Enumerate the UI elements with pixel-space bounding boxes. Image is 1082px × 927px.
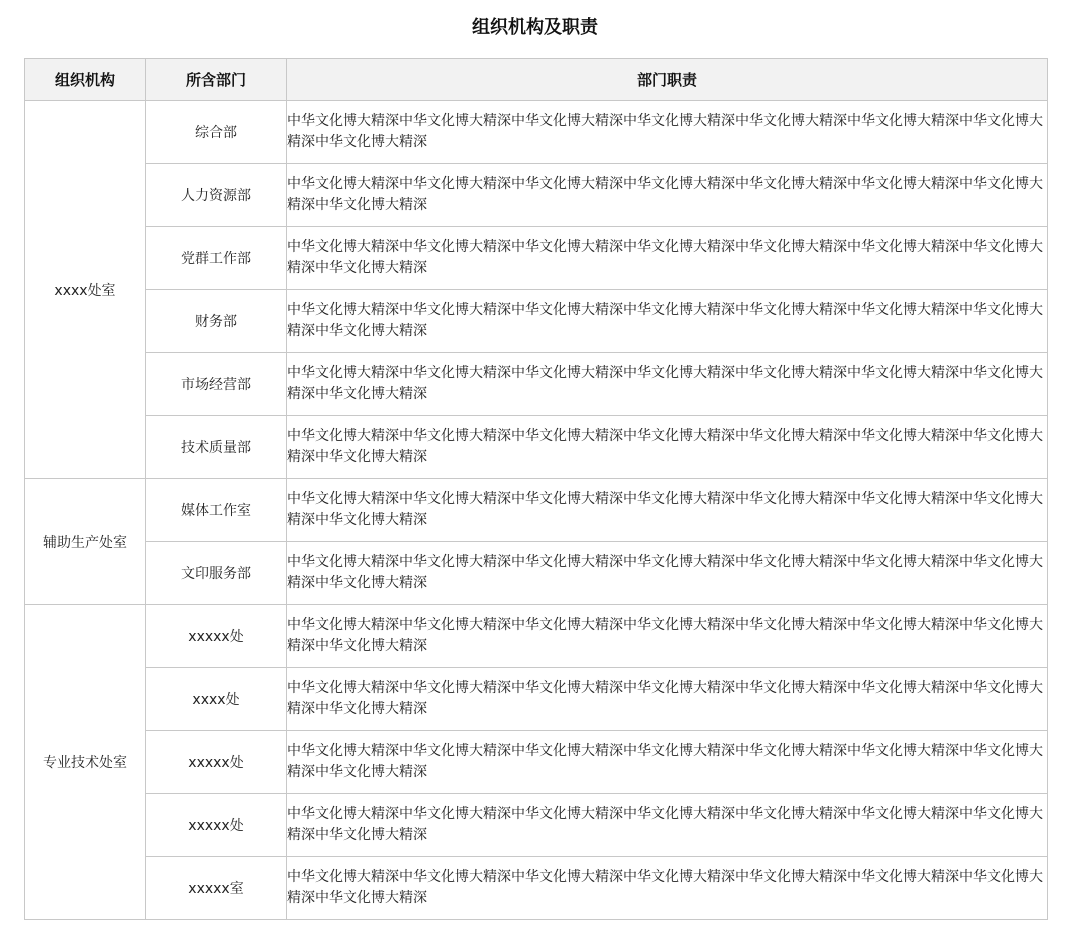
dept-cell: xxxx处 bbox=[146, 668, 287, 731]
duty-cell: 中华文化博大精深中华文化博大精深中华文化博大精深中华文化博大精深中华文化博大精深中华文化博大精深中华文化博大精深中华文化博大精深 bbox=[287, 794, 1048, 857]
table-row bbox=[25, 542, 1048, 605]
dept-cell: 财务部 bbox=[146, 290, 287, 353]
table-row bbox=[25, 101, 1048, 164]
table-row bbox=[25, 164, 1048, 227]
table-row bbox=[25, 479, 1048, 542]
dept-cell: 文印服务部 bbox=[146, 542, 287, 605]
dept-cell: 党群工作部 bbox=[146, 227, 287, 290]
org-cell: 辅助生产处室 bbox=[25, 479, 146, 605]
dept-cell: 媒体工作室 bbox=[146, 479, 287, 542]
dept-cell: xxxxx处 bbox=[146, 731, 287, 794]
table-row bbox=[25, 416, 1048, 479]
dept-cell: xxxxx处 bbox=[146, 605, 287, 668]
duty-cell: 中华文化博大精深中华文化博大精深中华文化博大精深中华文化博大精深中华文化博大精深中华文化博大精深中华文化博大精深中华文化博大精深 bbox=[287, 164, 1048, 227]
table-header-row bbox=[25, 59, 1048, 101]
duty-cell: 中华文化博大精深中华文化博大精深中华文化博大精深中华文化博大精深中华文化博大精深中华文化博大精深中华文化博大精深中华文化博大精深 bbox=[287, 668, 1048, 731]
duty-cell: 中华文化博大精深中华文化博大精深中华文化博大精深中华文化博大精深中华文化博大精深中华文化博大精深中华文化博大精深中华文化博大精深 bbox=[287, 101, 1048, 164]
table-row bbox=[25, 731, 1048, 794]
org-table bbox=[24, 58, 1048, 920]
table-row bbox=[25, 794, 1048, 857]
duty-cell: 中华文化博大精深中华文化博大精深中华文化博大精深中华文化博大精深中华文化博大精深中华文化博大精深中华文化博大精深中华文化博大精深 bbox=[287, 290, 1048, 353]
org-cell: 专业技术处室 bbox=[25, 605, 146, 920]
table-row bbox=[25, 353, 1048, 416]
table-row bbox=[25, 857, 1048, 920]
table-row bbox=[25, 605, 1048, 668]
duty-cell: 中华文化博大精深中华文化博大精深中华文化博大精深中华文化博大精深中华文化博大精深中华文化博大精深中华文化博大精深中华文化博大精深 bbox=[287, 353, 1048, 416]
dept-cell: xxxxx处 bbox=[146, 794, 287, 857]
page-title: 组织机构及职责 bbox=[472, 17, 598, 38]
header-org: 组织机构 bbox=[25, 59, 146, 101]
duty-cell: 中华文化博大精深中华文化博大精深中华文化博大精深中华文化博大精深中华文化博大精深中华文化博大精深中华文化博大精深中华文化博大精深 bbox=[287, 227, 1048, 290]
duty-cell: 中华文化博大精深中华文化博大精深中华文化博大精深中华文化博大精深中华文化博大精深中华文化博大精深中华文化博大精深中华文化博大精深 bbox=[287, 416, 1048, 479]
header-dept: 所含部门 bbox=[146, 59, 287, 101]
dept-cell: xxxxx室 bbox=[146, 857, 287, 920]
dept-cell: 市场经营部 bbox=[146, 353, 287, 416]
table-row bbox=[25, 227, 1048, 290]
duty-cell: 中华文化博大精深中华文化博大精深中华文化博大精深中华文化博大精深中华文化博大精深中华文化博大精深中华文化博大精深中华文化博大精深 bbox=[287, 605, 1048, 668]
duty-cell: 中华文化博大精深中华文化博大精深中华文化博大精深中华文化博大精深中华文化博大精深中华文化博大精深中华文化博大精深中华文化博大精深 bbox=[287, 731, 1048, 794]
header-duty: 部门职责 bbox=[287, 59, 1048, 101]
duty-cell: 中华文化博大精深中华文化博大精深中华文化博大精深中华文化博大精深中华文化博大精深中华文化博大精深中华文化博大精深中华文化博大精深 bbox=[287, 542, 1048, 605]
table-row bbox=[25, 668, 1048, 731]
duty-cell: 中华文化博大精深中华文化博大精深中华文化博大精深中华文化博大精深中华文化博大精深中华文化博大精深中华文化博大精深中华文化博大精深 bbox=[287, 479, 1048, 542]
dept-cell: 技术质量部 bbox=[146, 416, 287, 479]
table-row bbox=[25, 290, 1048, 353]
org-cell: xxxx处室 bbox=[25, 101, 146, 479]
dept-cell: 人力资源部 bbox=[146, 164, 287, 227]
dept-cell: 综合部 bbox=[146, 101, 287, 164]
duty-cell: 中华文化博大精深中华文化博大精深中华文化博大精深中华文化博大精深中华文化博大精深中华文化博大精深中华文化博大精深中华文化博大精深 bbox=[287, 857, 1048, 920]
